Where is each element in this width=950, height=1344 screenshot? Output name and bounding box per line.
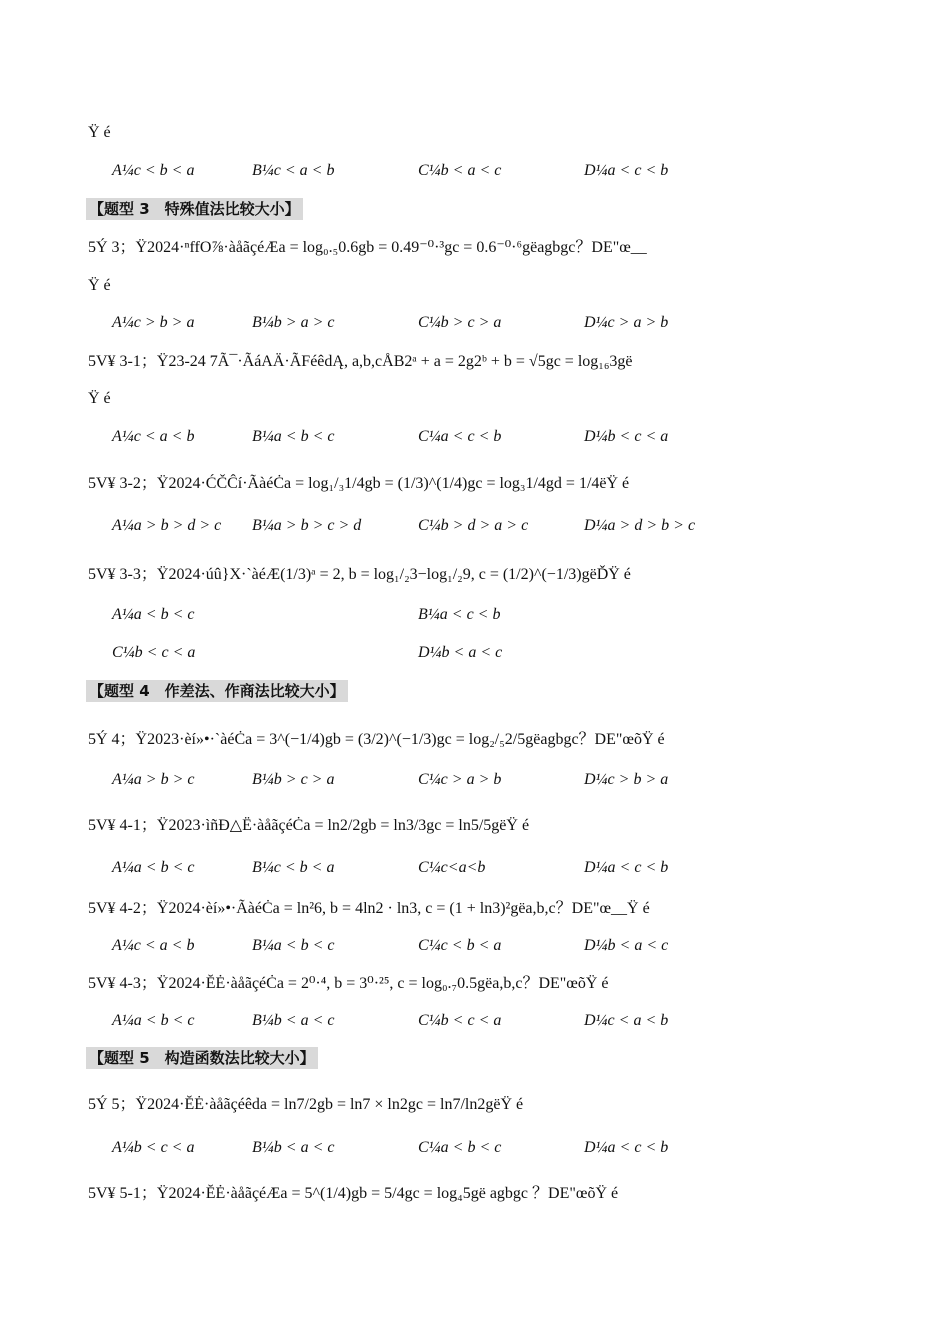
answer-options [112,515,912,537]
answer-option[interactable]: C¼c > a > b [418,771,502,788]
question-tail: Ÿ é [88,277,111,294]
answer-option[interactable]: A¼a > b > c [112,771,195,788]
question-text: 5V¥ 4-3；Ÿ2024·ĔĖ·àåãçéĊa = 2⁰·⁴, b = 3⁰·²⁵, c = log₀.₇0.5gëa,b,c？DE"œõŸ é [88,975,609,992]
answer-option[interactable]: B¼b < a < c [252,1012,335,1029]
answer-option[interactable]: D¼c < a < b [584,1012,669,1029]
section-heading: 【题型 3 特殊值法比较大小】 [86,198,303,220]
answer-option[interactable]: C¼a < c < b [418,428,502,445]
answer-option[interactable]: A¼c < a < b [112,428,195,445]
answer-option[interactable]: A¼b < c < a [112,1139,195,1156]
answer-option[interactable]: B¼a < b < c [252,937,335,954]
answer-option[interactable]: C¼b > c > a [418,314,502,331]
section-heading: 【题型 5 构造函数法比较大小】 [86,1047,318,1069]
answer-option[interactable]: C¼a < b < c [418,1139,502,1156]
question-text: 5V¥ 3-1；Ÿ23-24 7Ã¯·ÃáAÄ·ÃFéêdĄ, a,b,cÅB2ᵃ + a = 2g2ᵇ + b = √5gc = log₁₆3gë [88,353,633,370]
answer-option[interactable]: A¼a < b < c [112,859,195,876]
answer-option[interactable]: A¼c > b > a [112,314,195,331]
answer-option[interactable]: D¼a > d > b > c [584,517,696,534]
answer-option[interactable]: C¼b < a < c [418,162,502,179]
question-text: 5V¥ 5-1；Ÿ2024·ĔĖ·àåãçéÆa = 5^(1/4)gb = 5/4gc = log₄5gë agbgc ？DE"œõŸ é [88,1185,619,1202]
answer-option[interactable]: A¼a < b < c [112,1012,195,1029]
answer-option[interactable]: D¼b < c < a [584,428,669,445]
answer-option[interactable]: B¼a < c < b [418,606,501,623]
answer-option[interactable]: B¼b > a > c [252,314,335,331]
section-heading: 【题型 4 作差法、作商法比较大小】 [86,680,348,702]
question-text: 5V¥ 3-2；Ÿ2024·ĆČĈí·ÃàéĊa = log₁/₃1/4gb = (1/3)^(1/4)gc = log₃1/4gd = 1/4ëŸ é [88,475,630,492]
question-tail: Ÿ é [88,390,111,407]
answer-option[interactable]: B¼b < a < c [252,1139,335,1156]
answer-option[interactable]: B¼c < a < b [252,162,335,179]
answer-option[interactable]: A¼a < b < c [112,606,195,623]
answer-option[interactable]: D¼a < c < b [584,1139,669,1156]
answer-option[interactable]: C¼b < c < a [418,1012,502,1029]
answer-options [112,935,912,957]
answer-options [112,857,912,879]
answer-option[interactable]: D¼a < c < b [584,162,669,179]
question-text: 5V¥ 4-1；Ÿ2023·ìñĐ△Ë·àåãçéĊa = ln2/2gb = ln3/3gc = ln5/5gëŸ é [88,817,530,834]
question-text: 5V¥ 3-3；Ÿ2024·úû}X·`àéÆ(1/3)ᵃ = 2, b = log₁/₂3−log₁/₂9, c = (1/2)^(−1/3)gëĎŸ é [88,566,631,583]
answer-options [112,160,912,182]
question-text: 5V¥ 4-2；Ÿ2024·èí»•·ÃàéĊa = ln²6, b = 4ln2 · ln3, c = (1 + ln3)²gëa,b,c？DE"œ__Ÿ é [88,900,650,917]
answer-option[interactable]: B¼c < b < a [252,859,335,876]
answer-option[interactable]: A¼c < a < b [112,937,195,954]
answer-option[interactable]: C¼b > d > a > c [418,517,529,534]
question-text: 5Ý 4；Ÿ2023·èí»•·`àéĊa = 3^(−1/4)gb = (3/2)^(−1/3)gc = log₂/₅2/5gëagbgc？DE"œõŸ é [88,731,665,748]
answer-option[interactable]: C¼c<a<b [418,859,486,876]
question-text: 5Ý 3；Ÿ2024·ⁿffO⅞·àåãçéÆa = log₀.₅0.6gb = 0.49⁻⁰·³gc = 0.6⁻⁰·⁶gëagbgc？DE"œ__ [88,239,647,256]
answer-options [112,604,912,626]
answer-option[interactable]: A¼a > b > d > c [112,517,222,534]
answer-options [112,642,912,664]
question-tail: Ÿ é [88,124,111,141]
answer-option[interactable]: D¼c > b > a [584,771,669,788]
answer-option[interactable]: B¼b > c > a [252,771,335,788]
answer-option[interactable]: C¼c < b < a [418,937,502,954]
answer-option[interactable]: A¼c < b < a [112,162,195,179]
answer-options [112,1137,912,1159]
answer-options [112,769,912,791]
answer-option[interactable]: C¼b < c < a [112,644,196,661]
answer-option[interactable]: D¼a < c < b [584,859,669,876]
answer-options [112,426,912,448]
answer-option[interactable]: B¼a > b > c > d [252,517,362,534]
question-text: 5Ý 5；Ÿ2024·ĔĖ·àåãçéêdа = ln7/2gb = ln7 × ln2gc = ln7/ln2gëŸ é [88,1096,524,1113]
answer-option[interactable]: D¼c > a > b [584,314,669,331]
answer-option[interactable]: D¼b < a < c [418,644,503,661]
answer-options [112,312,912,334]
answer-option[interactable]: B¼a < b < c [252,428,335,445]
answer-option[interactable]: D¼b < a < c [584,937,669,954]
answer-options [112,1010,912,1032]
